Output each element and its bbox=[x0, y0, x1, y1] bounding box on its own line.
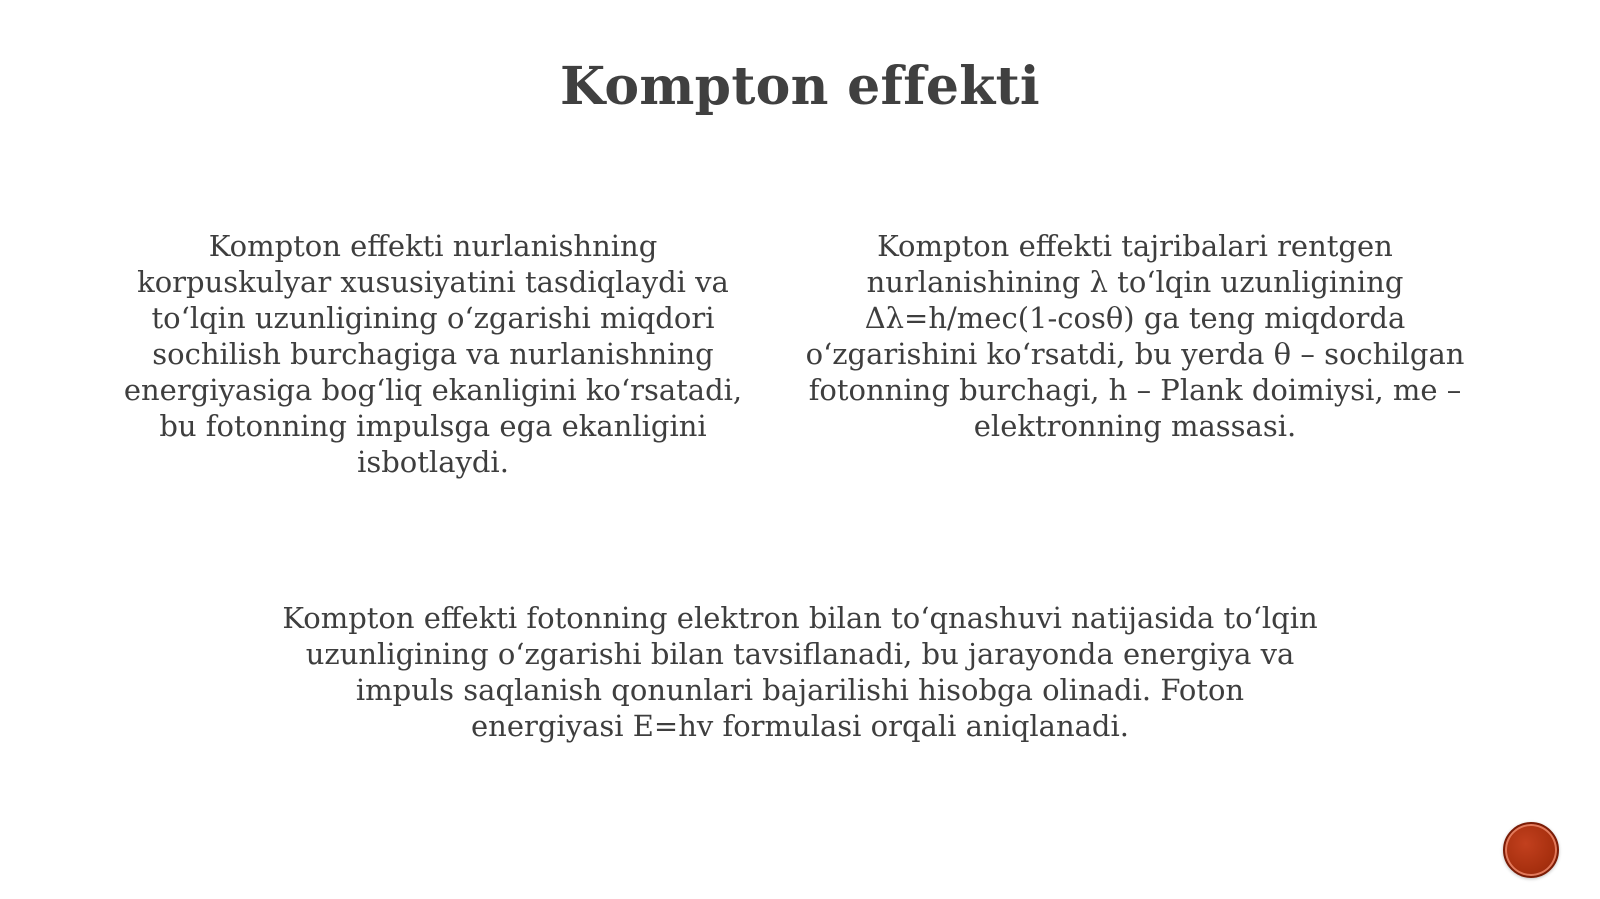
slide-title: Kompton effekti bbox=[560, 56, 1040, 117]
slide-nav-circle-button[interactable] bbox=[1503, 822, 1559, 878]
bottom-paragraph: Kompton effekti fotonning elektron bilan to‘qnashuvi natijasida to‘lqin uzunligining o‘zgarishi bilan tavsiflanadi, bu jarayonda energiya va impuls saqlanish qonunlari bajarilishi hisobga olinadi. Foton energiyasi E=hv formulasi orqali aniqlanadi. bbox=[282, 601, 1318, 743]
right-paragraph: Kompton effekti tajribalari rentgen nurlanishining λ to‘lqin uzunligining Δλ=h/mec(1-cosθ) ga teng miqdorda o‘zgarishini ko‘rsatdi, bu yerda θ – sochilgan fotonning burchagi, h – Plank doimiysi, me – elektronning massasi. bbox=[805, 229, 1465, 443]
left-paragraph: Kompton effekti nurlanishning korpuskulyar xususiyatini tasdiqlaydi va to‘lqin uzunligining o‘zgarishi miqdori sochilish burchagiga va nurlanishning energiyasiga bog‘liq ekanligini ko‘rsatadi, bu fotonning impulsga ega ekanligini isbotlaydi. bbox=[123, 229, 743, 479]
